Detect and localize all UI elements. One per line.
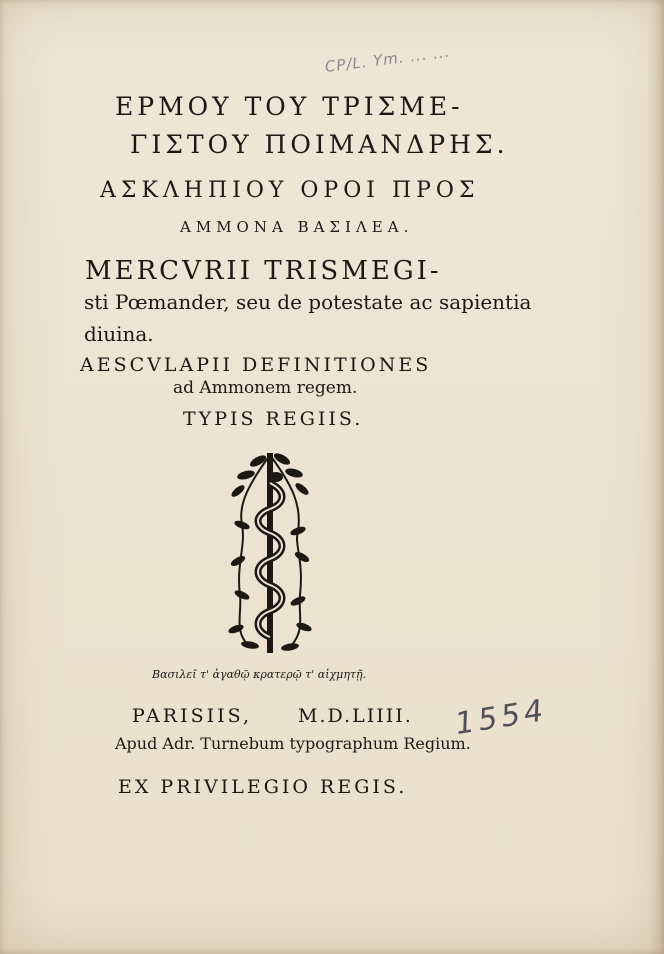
imprint-place: PARISIIS, — [132, 705, 252, 727]
printer-line: TYPIS REGIIS. — [183, 408, 364, 430]
greek-subtitle-line-2: ΑΜΜΟΝΑ ΒΑΣΙΛΕΑ. — [180, 218, 414, 236]
greek-motto: Βασιλεῖ τ' ἀγαθῷ κρατερῷ τ' αἰχμητῇ. — [152, 668, 367, 681]
imprint-printer: Apud Adr. Turnebum typographum Regium. — [115, 734, 471, 753]
greek-title-line-1: ΕΡΜΟΥ ΤΟΥ ΤΡΙΣΜΕ- — [115, 92, 464, 121]
privilege-line: EX PRIVILEGIO REGIS. — [118, 776, 408, 798]
page-edge-shadow — [648, 0, 664, 954]
latin-subtitle-line-1: AESCVLAPII DEFINITIONES — [80, 354, 432, 376]
greek-title-line-2: ΓΙΣΤΟΥ ΠΟΙΜΑΝΔΡΗΣ. — [130, 130, 509, 159]
latin-title-line-2: sti Pœmander, seu de potestate ac sapientia — [84, 290, 532, 314]
pencil-annotation-year: 1554 — [452, 692, 550, 743]
latin-title-line-1: MERCVRII TRISMEGI- — [85, 256, 442, 286]
pencil-annotation-top: CP/L. Ym. ... ... — [323, 42, 452, 76]
greek-subtitle-line-1: ΑΣΚΛΗΠΙΟΥ ΟΡΟΙ ΠΡΟΣ — [100, 178, 480, 203]
imprint-date: M.D.LIIII. — [298, 705, 413, 727]
caduceus-printer-device-icon — [228, 445, 312, 663]
latin-title-line-3: diuina. — [84, 322, 154, 346]
latin-subtitle-line-2: ad Ammonem regem. — [173, 378, 358, 398]
